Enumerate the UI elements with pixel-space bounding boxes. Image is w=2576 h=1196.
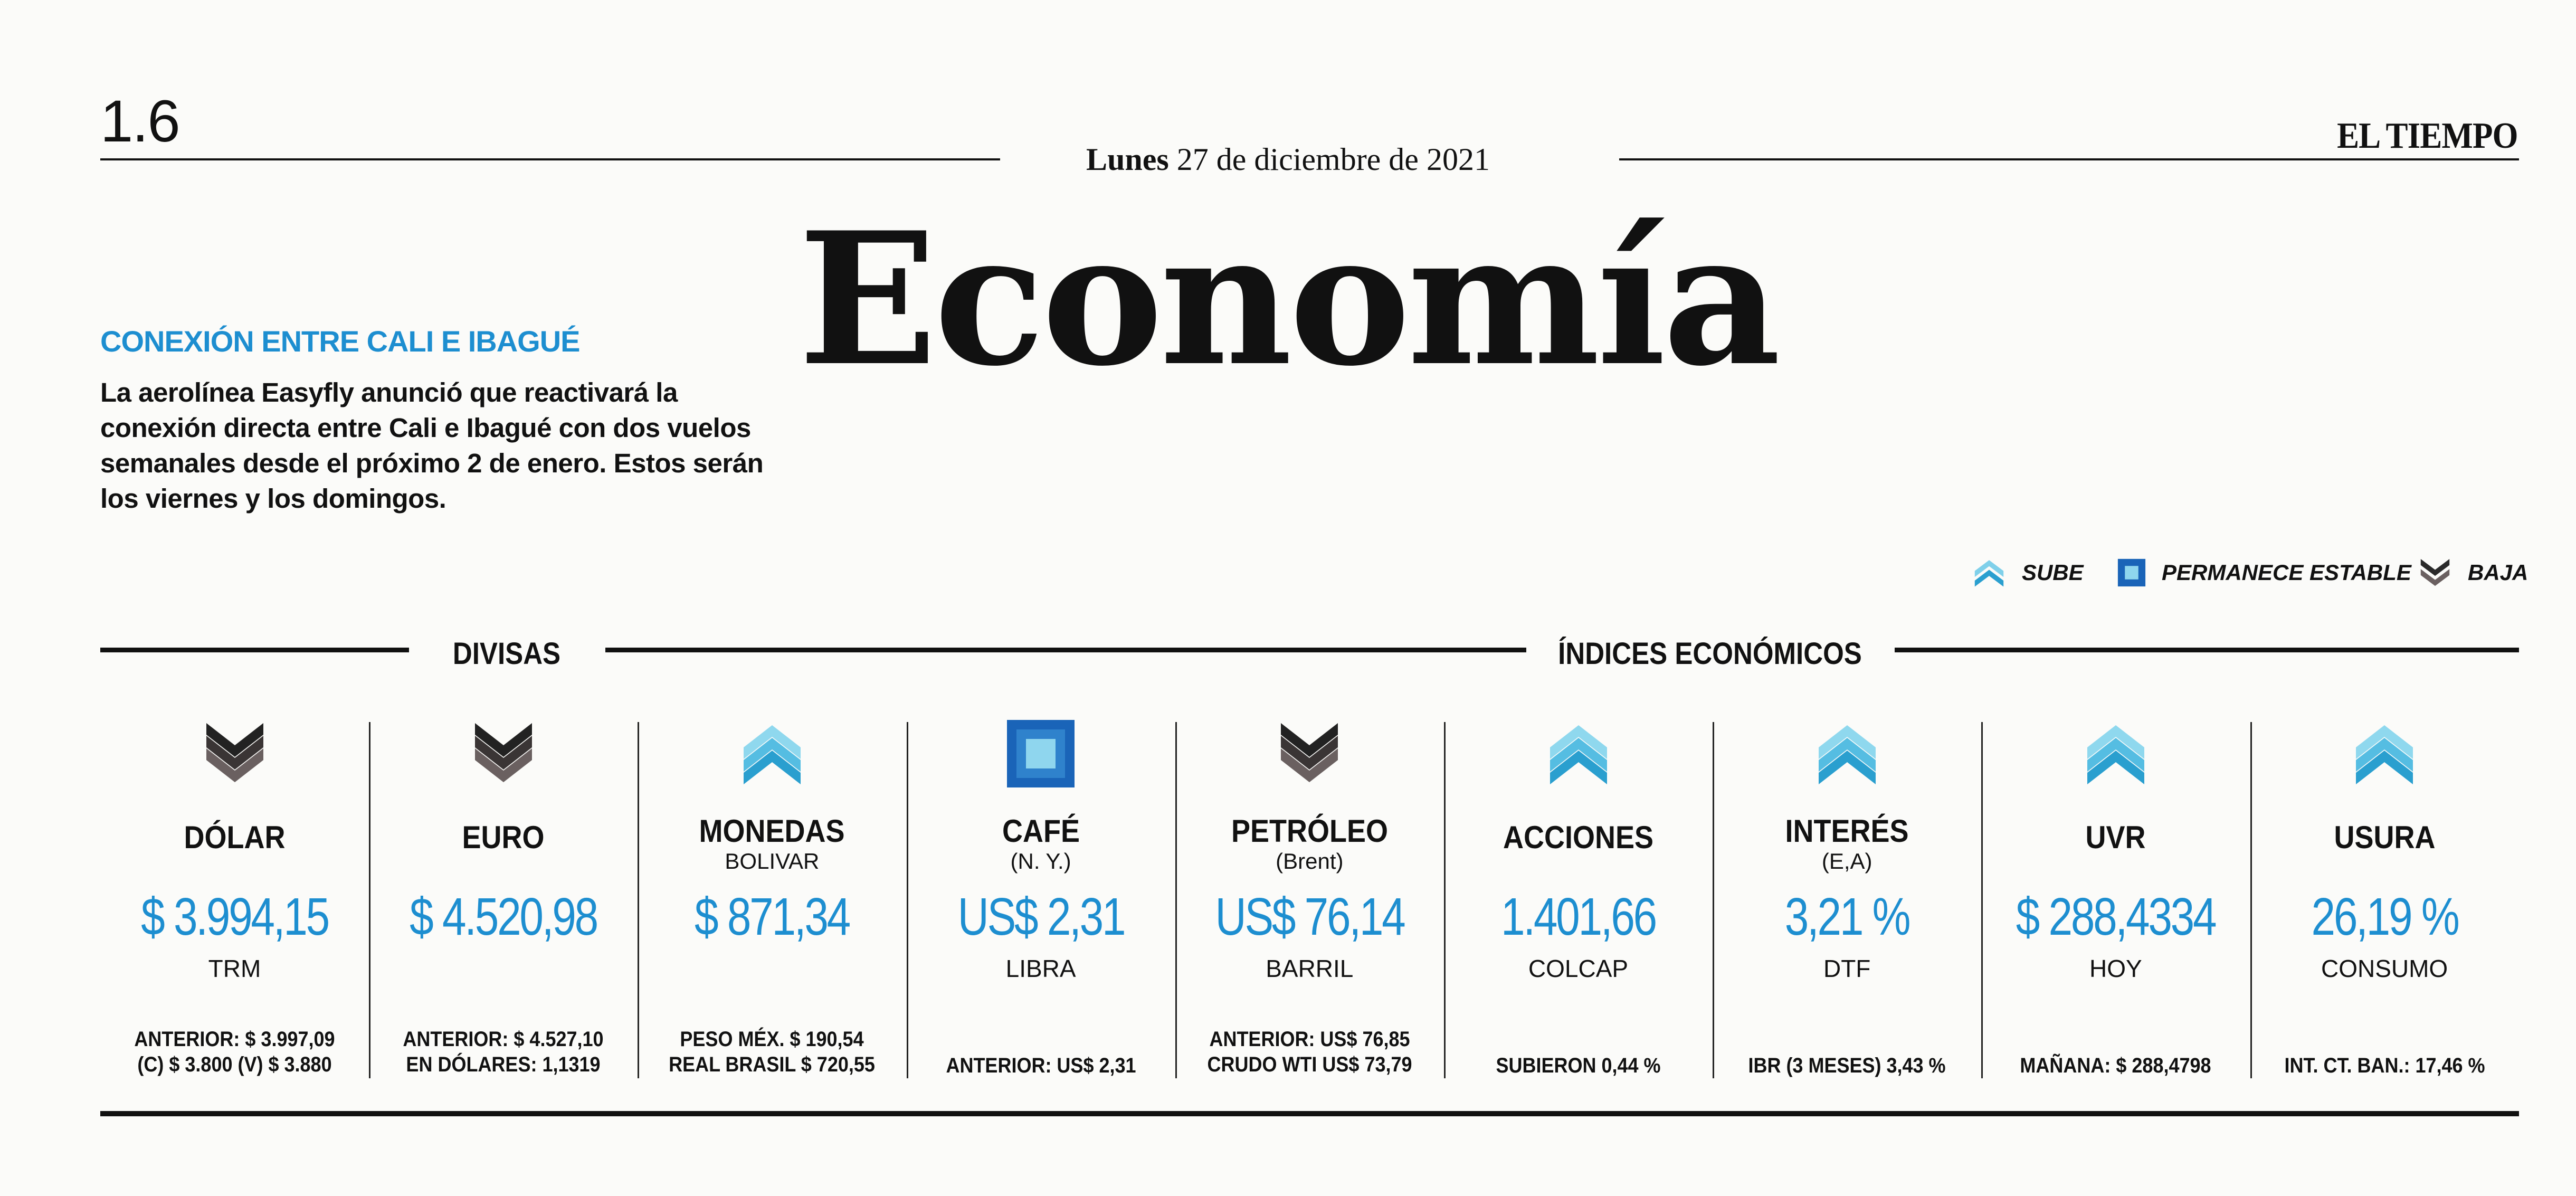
column-separator bbox=[369, 722, 370, 1078]
indicator-unit: CONSUMO bbox=[2321, 955, 2448, 982]
indicator-name: USURA bbox=[2334, 820, 2436, 855]
indicator-footnote-line2: REAL BRASIL $ 720,55 bbox=[669, 1053, 876, 1076]
indicator-name: DÓLAR bbox=[184, 820, 286, 855]
indicator-name: EURO bbox=[462, 820, 545, 855]
date-rest: 27 de diciembre de 2021 bbox=[1168, 142, 1490, 177]
column-separator bbox=[1444, 722, 1446, 1078]
indicator-card bbox=[100, 707, 369, 1087]
indicator-value: 3,21 % bbox=[1784, 887, 1909, 946]
column-separator bbox=[1713, 722, 1714, 1078]
indicator-footnote-line1: ANTERIOR: US$ 76,85 bbox=[1209, 1028, 1410, 1051]
indicator-footnote-line1: IBR (3 MESES) 3,43 % bbox=[1748, 1054, 1946, 1077]
indicator-footnote bbox=[1179, 1027, 1440, 1077]
down-arrow-icon bbox=[2417, 555, 2453, 591]
divisas-rule-right bbox=[605, 648, 1526, 652]
column-separator bbox=[2250, 722, 2252, 1078]
legend-down-label: BAJA bbox=[2468, 560, 2529, 585]
indicator-footnote-line1: ANTERIOR: US$ 2,31 bbox=[946, 1054, 1136, 1077]
indicator-subtitle: BOLIVAR bbox=[725, 849, 820, 874]
indicator-footnote bbox=[910, 1053, 1171, 1078]
indicator-footnote bbox=[104, 1027, 365, 1077]
indicator-name: PETRÓLEO bbox=[1231, 813, 1388, 849]
indicator-unit: LIBRA bbox=[1005, 955, 1076, 982]
indicator-value: $ 288,4334 bbox=[2016, 887, 2216, 946]
column-separator bbox=[1981, 722, 1983, 1078]
indicator-unit: BARRIL bbox=[1266, 955, 1354, 982]
indicator-name: CAFÉ bbox=[1002, 813, 1080, 849]
indicator-card bbox=[1713, 707, 1981, 1087]
indicator-subtitle: (N. Y.) bbox=[1010, 849, 1071, 874]
indicator-footnote-line1: MAÑANA: $ 288,4798 bbox=[2020, 1054, 2211, 1077]
column-separator bbox=[638, 722, 639, 1078]
indicator-footnote bbox=[1985, 1053, 2246, 1078]
indicator-footnote-line1: SUBIERON 0,44 % bbox=[1496, 1054, 1661, 1077]
divisas-rule-left bbox=[100, 648, 409, 652]
indicator-footnote bbox=[1717, 1053, 1978, 1078]
date-weekday: Lunes bbox=[1086, 142, 1169, 177]
news-body: La aerolínea Easyfly anunció que reactivará la conexión directa entre Cali e Ibagué con dos vuelos semanales desde el próximo 2 de enero. Estos serán los viernes y los domingos. bbox=[100, 377, 764, 514]
indicator-value: $ 3.994,15 bbox=[141, 887, 328, 946]
legend-stable-label: PERMANECE ESTABLE bbox=[2162, 560, 2411, 585]
indicator-name: ACCIONES bbox=[1503, 820, 1654, 855]
indicator-card bbox=[907, 707, 1175, 1087]
section-title: Economía bbox=[798, 193, 1778, 406]
indicator-footnote-line2: (C) $ 3.800 (V) $ 3.880 bbox=[137, 1053, 332, 1076]
indicator-card bbox=[369, 707, 638, 1087]
indicator-value: $ 4.520,98 bbox=[410, 887, 597, 946]
indicator-name: UVR bbox=[2085, 820, 2146, 855]
column-separator bbox=[907, 722, 908, 1078]
indicator-footnote-line2: CRUDO WTI US$ 73,79 bbox=[1207, 1053, 1412, 1076]
legend-stable bbox=[2116, 552, 2411, 594]
up-arrow-icon bbox=[1811, 718, 1883, 790]
indicator-footnote-line2: EN DÓLARES: 1,1319 bbox=[406, 1053, 601, 1076]
up-arrow-icon bbox=[736, 718, 808, 790]
indicator-footnote bbox=[1448, 1053, 1708, 1078]
bottom-rule bbox=[100, 1111, 2519, 1116]
indicator-value: $ 871,34 bbox=[695, 887, 850, 946]
indicator-footnote bbox=[373, 1027, 634, 1077]
indicator-card bbox=[1175, 707, 1444, 1087]
indicator-value: 1.401,66 bbox=[1501, 887, 1656, 946]
legend-down bbox=[2417, 552, 2528, 594]
indicator-subtitle: (E,A) bbox=[1821, 849, 1872, 874]
indices-label: ÍNDICES ECONÓMICOS bbox=[1558, 637, 1862, 671]
down-arrow-icon bbox=[199, 718, 271, 790]
indicator-name: MONEDAS bbox=[699, 813, 845, 849]
indicator-unit: COLCAP bbox=[1528, 955, 1629, 982]
down-arrow-icon bbox=[1273, 718, 1345, 790]
divisas-label: DIVISAS bbox=[452, 637, 561, 671]
indices-rule-right bbox=[1895, 648, 2519, 652]
indicator-unit: DTF bbox=[1823, 955, 1871, 982]
indicator-card bbox=[1981, 707, 2250, 1087]
indicator-footnote-line1: ANTERIOR: $ 4.527,10 bbox=[403, 1028, 604, 1051]
indicator-footnote bbox=[2254, 1053, 2515, 1078]
indicator-value: US$ 76,14 bbox=[1215, 887, 1404, 946]
indicator-unit: TRM bbox=[208, 955, 261, 982]
indicator-footnote-line1: PESO MÉX. $ 190,54 bbox=[680, 1028, 864, 1051]
stable-square-icon bbox=[1005, 718, 1077, 790]
up-arrow-icon bbox=[1971, 555, 2007, 591]
indicator-card bbox=[2250, 707, 2519, 1087]
up-arrow-icon bbox=[2349, 718, 2420, 790]
indicator-value: US$ 2,31 bbox=[957, 887, 1124, 946]
indicator-unit: HOY bbox=[2089, 955, 2142, 982]
indicator-footnote bbox=[642, 1027, 902, 1077]
stable-square-icon bbox=[2116, 557, 2147, 588]
indicator-name: INTERÉS bbox=[1785, 813, 1909, 849]
indicator-card bbox=[1444, 707, 1713, 1087]
indicator-value: 26,19 % bbox=[2311, 887, 2458, 946]
issue-date bbox=[0, 141, 2576, 178]
legend-up-label: SUBE bbox=[2022, 560, 2084, 585]
page-number: 1.6 bbox=[100, 88, 179, 154]
news-headline: CONEXIÓN ENTRE CALI E IBAGUÉ bbox=[100, 325, 580, 358]
down-arrow-icon bbox=[468, 718, 539, 790]
column-separator bbox=[1175, 722, 1177, 1078]
indicator-card bbox=[638, 707, 906, 1087]
up-arrow-icon bbox=[1543, 718, 1614, 790]
indicator-subtitle: (Brent) bbox=[1276, 849, 1344, 874]
indicator-footnote-line1: INT. CT. BAN.: 17,46 % bbox=[2284, 1054, 2485, 1077]
up-arrow-icon bbox=[2080, 718, 2152, 790]
brand-logo: EL TIEMPO bbox=[2337, 116, 2518, 156]
indicator-footnote-line1: ANTERIOR: $ 3.997,09 bbox=[134, 1028, 335, 1051]
legend-up bbox=[1971, 552, 2084, 594]
